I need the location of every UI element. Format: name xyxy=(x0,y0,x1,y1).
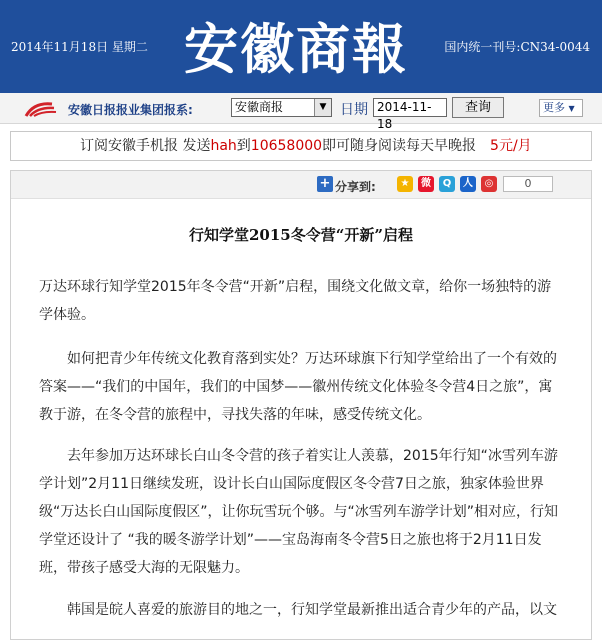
promo-text: 即可随身阅读每天早晚报 xyxy=(322,138,477,154)
newspaper-select[interactable] xyxy=(231,98,332,117)
group-logo-icon xyxy=(24,98,58,118)
share-plus-icon[interactable]: + xyxy=(317,176,333,192)
nav-bar xyxy=(0,93,602,131)
newspaper-title: 安徽商報 xyxy=(184,16,408,81)
newspaper-select-value: 安徽商报 xyxy=(235,100,284,114)
chevron-down-icon[interactable]: ▼ xyxy=(314,99,331,116)
promo-text: 到 xyxy=(236,138,251,154)
promo-number: 10658000 xyxy=(250,138,323,154)
share-bar xyxy=(11,171,591,199)
promo-price: 5元/月 xyxy=(490,138,532,154)
article-paragraph: 如何把青少年传统文化教育落到实处？万达环球旗下行知学堂给出了一个有效的答案——“我们的中国年，我们的中国梦——徽州传统文化体验冬令营4日之旅”，寓教于游，在冬令营的旅程中，寻找失落的年味，感受传统文化。 xyxy=(39,351,557,423)
tencent-weibo-icon[interactable]: Q xyxy=(439,176,455,192)
promo-banner[interactable] xyxy=(10,131,592,161)
date-input[interactable]: 2014-11-18 xyxy=(373,98,447,117)
chevron-down-icon: ▼ xyxy=(568,104,575,113)
article-panel xyxy=(10,170,592,640)
issn-number: 国内统一刊号:CN34-0044 xyxy=(444,40,590,54)
more-share-icon[interactable]: ◎ xyxy=(481,176,497,192)
renren-icon[interactable]: 人 xyxy=(460,176,476,192)
sina-weibo-icon[interactable]: 微 xyxy=(418,176,434,192)
promo-code: hah xyxy=(210,138,237,154)
query-button[interactable]: 查询 xyxy=(452,97,504,118)
share-count: 0 xyxy=(503,176,553,192)
more-dropdown[interactable] xyxy=(539,99,583,117)
article-title: 行知学堂2015冬令营“开新”启程 xyxy=(188,226,413,244)
date-label: 日期 xyxy=(340,102,368,118)
promo-text: 订阅安徽手机报 发送 xyxy=(80,138,211,154)
qzone-icon[interactable]: ★ xyxy=(397,176,413,192)
article-paragraph: 万达环球行知学堂2015年冬令营“开新”启程，围绕文化做文章，给你一场独特的游学体验。 xyxy=(39,279,552,323)
more-label: 更多 xyxy=(543,101,565,114)
article-paragraph: 韩国是皖人喜爱的旅游目的地之一，行知学堂最新推出适合青少年的产品，以文 xyxy=(67,602,557,618)
group-label: 安徽日报报业集团报系: xyxy=(68,103,193,117)
article-paragraph: 去年参加万达环球长白山冬令营的孩子着实让人羡慕，2015年行知“冰雪列车游学计划”2月11日继续发班，设计长白山国际度假区冬令营7日之旅，独家体验世界级“万达长白山国际度假区”，让你玩雪玩个够。与“冰雪列车游学计划”相对应，行知学堂还设计了 “我的暖冬游学计划”——宝岛海南冬令营5日之旅也将于2月11日发班，带孩子感受大海的无限魅力。 xyxy=(39,448,559,576)
masthead xyxy=(0,0,602,93)
issue-date: 2014年11月18日 星期二 xyxy=(11,40,148,54)
share-label: 分享到: xyxy=(335,180,376,194)
